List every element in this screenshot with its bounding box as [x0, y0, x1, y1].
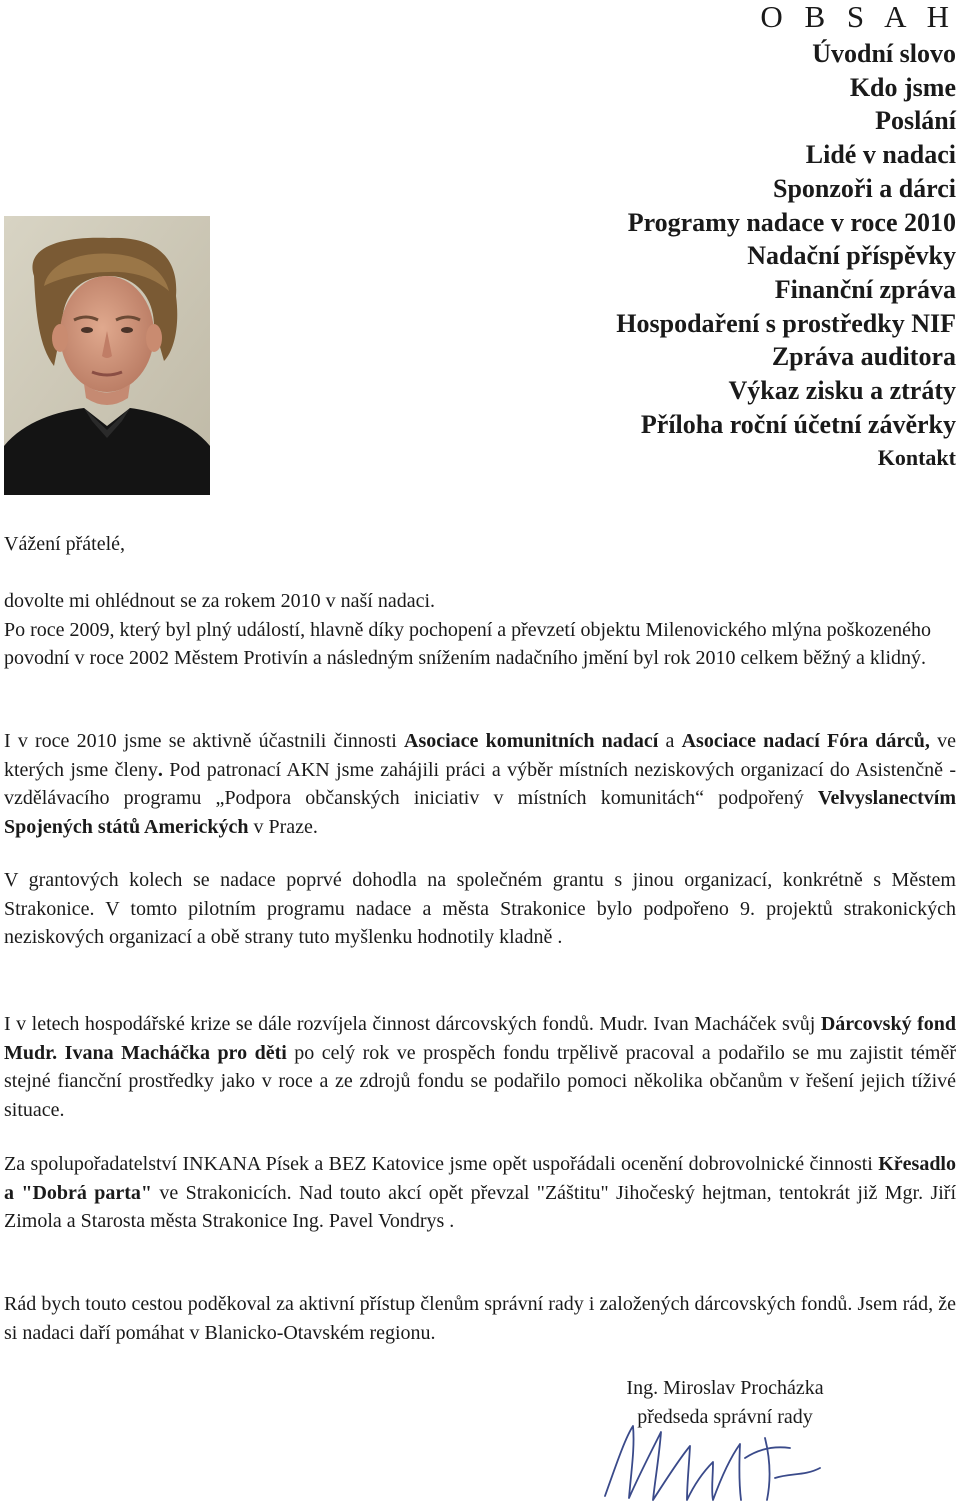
bold-run: Velvyslanectvím Spojených států Amerických — [4, 787, 956, 838]
bold-run: Křesadlo a "Dobrá parta" — [4, 1153, 956, 1204]
text-run: I v roce 2010 jsme se aktivně účastnili činnosti — [4, 730, 404, 752]
toc-item: Programy nadace v roce 2010 — [627, 207, 956, 237]
text-run: ve kterých jsme členy — [4, 730, 956, 781]
text-run: I v letech hospodářské krize se dále rozvíjela činnost dárcovských fondů. Mudr. Ivan Macháček svůj — [4, 1013, 821, 1035]
paragraph-associations — [4, 727, 956, 841]
intro-body: Po roce 2009, který byl plný událostí, hlavně díky pochopení a převzetí objektu Milenovického mlýna poškozeného povodní v roce 2002 Městem Protivín a následným snížením nadačního jmění byl rok 2010 celkem běžný a klidný. — [4, 618, 932, 670]
bold-run: Asociace nadací Fóra dárců, — [681, 730, 930, 752]
toc-item: Finanční zpráva — [774, 274, 956, 304]
toc-item: Zpráva auditora — [771, 342, 956, 372]
paragraph-funds — [4, 1010, 956, 1124]
portrait-photo — [4, 216, 210, 495]
bold-run: . — [157, 758, 163, 781]
toc-list — [616, 37, 956, 475]
signatory-name: Ing. Miroslav Procházka — [626, 1377, 824, 1399]
bold-run: Asociace komunitních nadací — [404, 730, 659, 752]
intro-lead: dovolte mi ohlédnout se za rokem 2010 v naší nadaci. — [4, 590, 436, 612]
handwritten-signature — [595, 1418, 845, 1502]
toc-item: Hospodaření s prostředky NIF — [616, 308, 956, 338]
bold-run: Dárcovský fond Mudr. Ivana Macháčka pro děti — [4, 1013, 956, 1064]
paragraph-grants: V grantových kolech se nadace poprvé dohodla na společném grantu s jinou organizací, konkrétně s Městem Strakonice. V tomto pilotním programu nadace a města Strakonice bylo podpořeno 9. projektů strakonických neziskových organizací a obě strany tuto myšlenku hodnotily kladně . — [4, 869, 956, 949]
toc-item: Nadační příspěvky — [747, 241, 956, 271]
text-run: Za spolupořadatelství INKANA Písek a BEZ Katovice jsme opět uspořádali ocenění dobrovolnické činnosti — [4, 1153, 879, 1175]
text-run: a — [658, 730, 682, 752]
toc-item: Poslání — [875, 106, 956, 136]
toc-item: Úvodní slovo — [812, 39, 956, 68]
toc-title: O B S A H — [760, 0, 956, 34]
paragraph-thanks: Rád bych touto cestou poděkoval za aktivní přístup členům správní rady i založených dárcovských fondů. Jsem rád, že si nadaci daří pomáhat v Blanicko-Otavském regionu. — [4, 1293, 956, 1344]
text-run: Pod patronací AKN jsme zahájili práci a výběr místních neziskových organizací do Asistenčně - vzdělávacího programu „Podpora občanských iniciativ v místních komunitách“ podpořený — [4, 758, 957, 810]
text-run: v Praze. — [248, 815, 318, 838]
text-run: ve Strakonicích. Nad touto akcí opět převzal "Záštitu" Jihočeský hejtman, tentokrát již Mgr. Jiří Zimola a Starosta města Strakonice Ing. Pavel Vondrys . — [4, 1181, 957, 1233]
toc-item: Sponzoři a dárci — [773, 173, 956, 203]
toc-item: Kdo jsme — [849, 72, 956, 102]
paragraph-intro — [4, 587, 956, 673]
toc-item: Příloha roční účetní závěrky — [640, 409, 956, 439]
paragraph-volunteer-award — [4, 1150, 956, 1236]
salutation: Vážení přátelé, — [4, 533, 126, 555]
toc-item: Výkaz zisku a ztráty — [728, 376, 956, 406]
toc-item: Lidé v nadaci — [805, 140, 956, 170]
signatory-role: předseda správní rady — [637, 1406, 813, 1428]
text-run: po celý rok ve prospěch fondu trpělivě pracoval a podařilo se mu zajistit téměř stejné fiancční prostředky jako v roce a ze zdrojů fondu se podařilo pomoci několika občanům v řešení jejich tíživé situace. — [4, 1041, 956, 1121]
toc-item: Kontakt — [877, 445, 956, 471]
